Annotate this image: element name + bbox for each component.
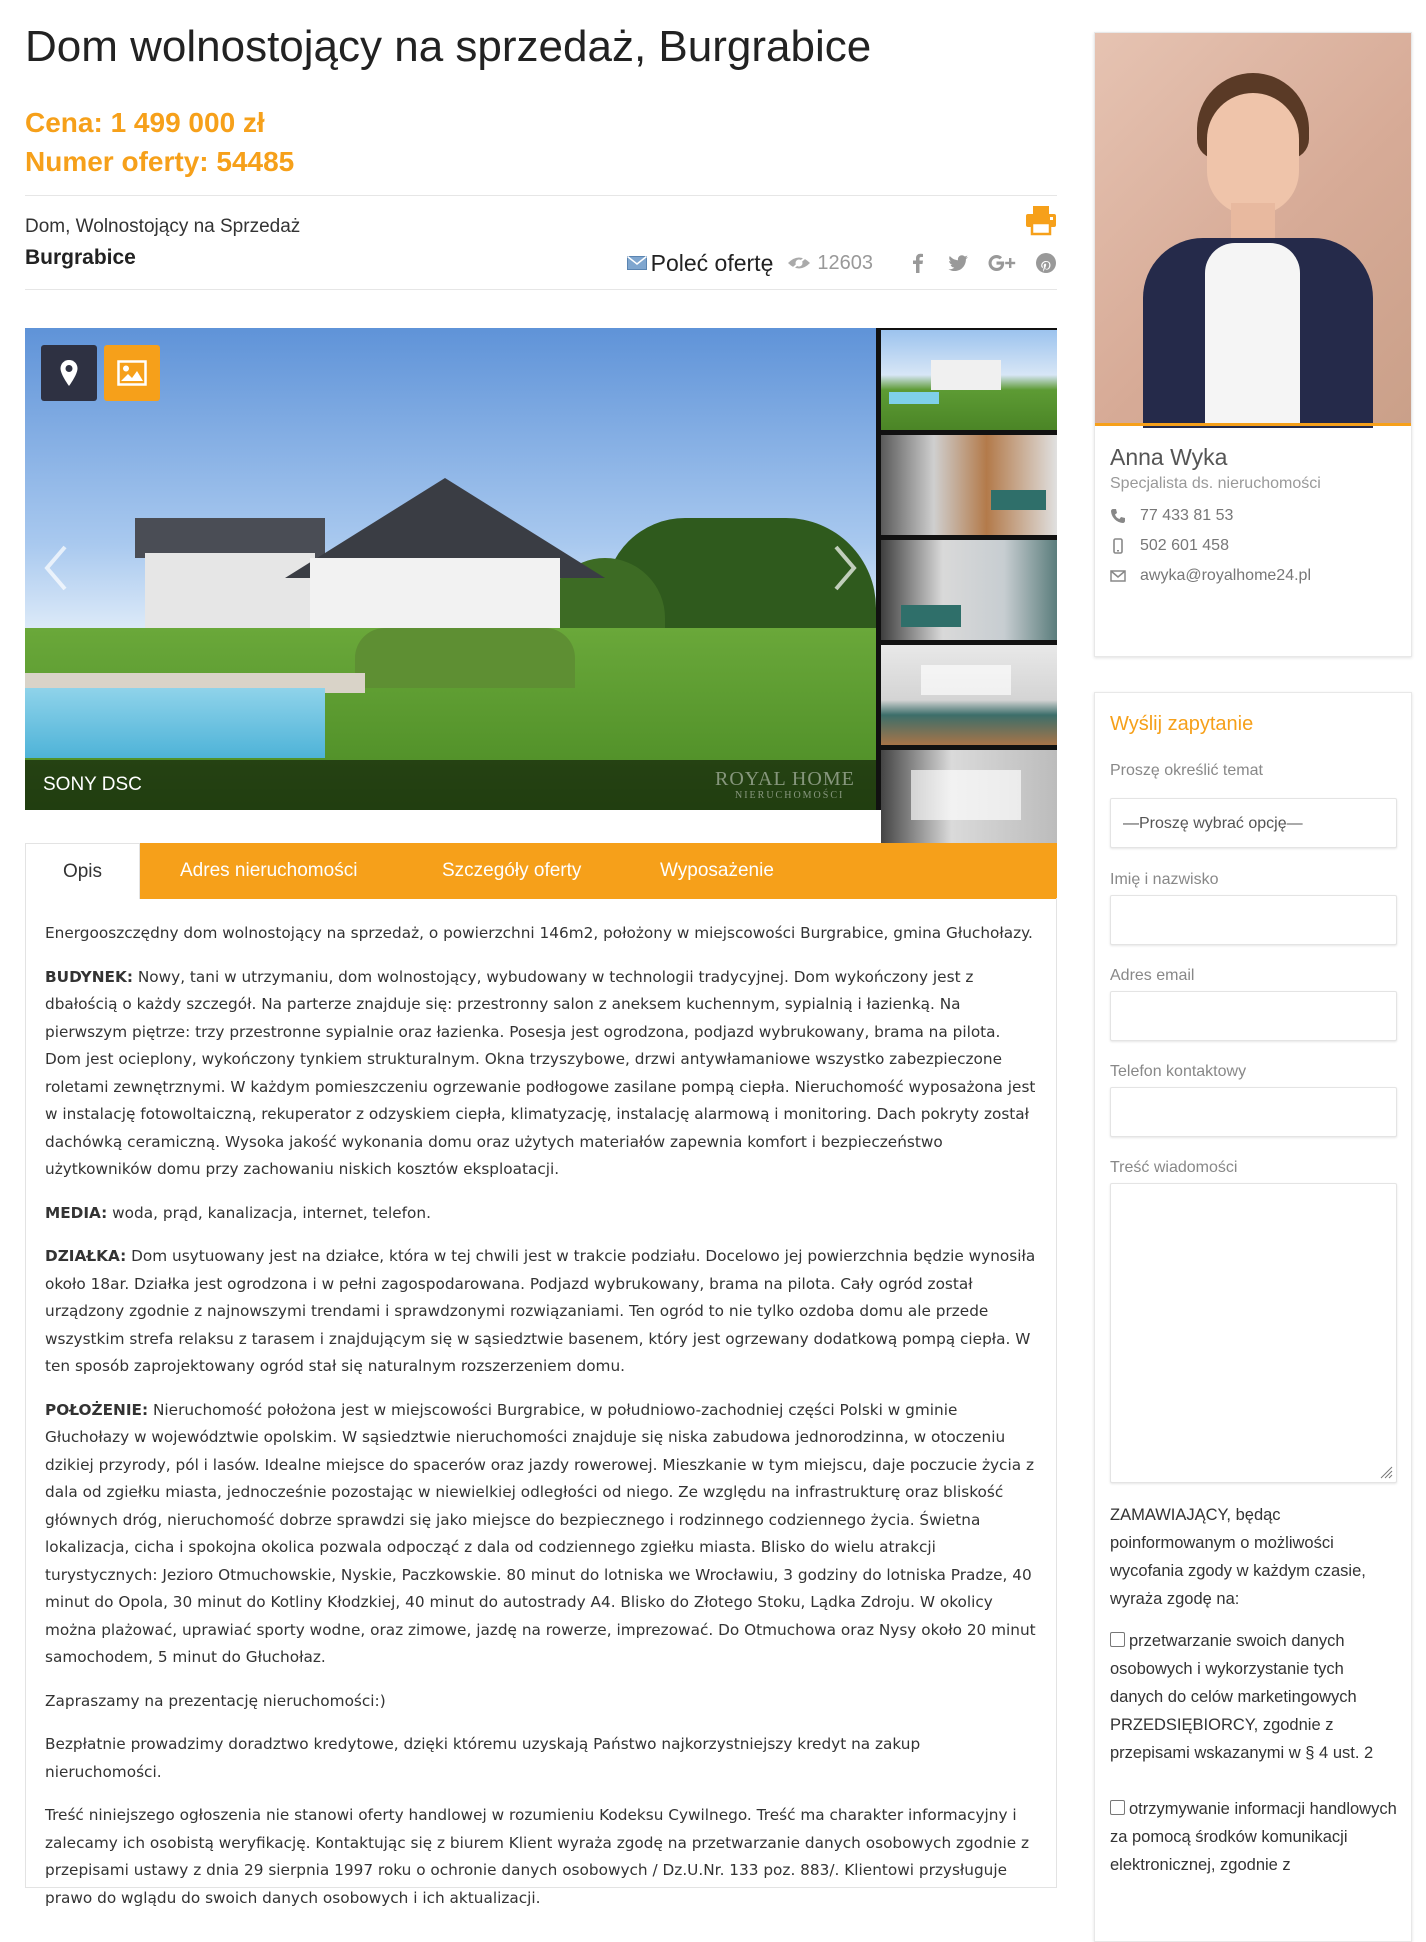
name-input[interactable] bbox=[1110, 895, 1397, 945]
consent-electronic bbox=[1110, 1795, 1400, 1879]
listing-tabs bbox=[25, 843, 1057, 899]
recommend-offer-link[interactable]: Poleć ofertę bbox=[650, 249, 774, 276]
pinterest-icon[interactable] bbox=[1035, 252, 1057, 274]
chevron-left-icon[interactable] bbox=[41, 543, 71, 593]
phone-icon bbox=[1110, 508, 1126, 524]
consent-marketing bbox=[1110, 1627, 1400, 1767]
listing-price: Cena: 1 499 000 zł bbox=[25, 107, 265, 138]
thumbnail[interactable] bbox=[881, 330, 1057, 430]
agent-mobile[interactable]: 502 601 458 bbox=[1110, 535, 1229, 557]
tab-details[interactable]: Szczegóły oferty bbox=[442, 860, 582, 881]
description-building: BUDYNEK: Nowy, tani w utrzymaniu, dom wolnostojący, wybudowany w technologii tradycyjnej. Dom wykończony jest z dbałością o każdy szczegół. Na parterze znajduje się: przestronny salon z aneksem kuchennym, sypialnią i łazienką. Na pierwszym piętrze: trzy przestronne sypialnie oraz łazienka. Posesja jest ogrodzona, podjazd wybrukowany, brama na pilota. Dom jest ocieplony, wykończony tynkiem strukturalnym. Okna trzyszybowe, drzwi antywłamaniowe wszystko zabezpieczone roletami zewnętrznymi. W każdym pomieszczeniu ogrzewanie podłogowe zasilane pompą ciepła. Nieruchomość wyposażona jest w instalację fotowoltaiczną, rekuperator z odzyskiem ciepła, klimatyzację, instalację alarmową i monitoring. Dach pokryty został dachówką ceramiczną. Wysoka jakość wykonania domu oraz użytych materiałów zapewnia komfort i bezpieczeństwo użytkowników domu przy zachowaniu niskich kosztów eksploatacji. bbox=[45, 967, 1036, 1178]
description-media: MEDIA: woda, prąd, kanalizacja, internet, telefon. bbox=[45, 1203, 431, 1222]
agent-photo-blouse bbox=[1205, 243, 1300, 423]
consent-electronic-text: otrzymywanie informacji handlowych za pomocą środków komunikacji elektronicznej, zgodnie z bbox=[1110, 1800, 1397, 1874]
facebook-icon[interactable] bbox=[907, 252, 929, 274]
message-label: Treść wiadomości bbox=[1110, 1159, 1238, 1176]
consent-marketing-checkbox[interactable] bbox=[1110, 1632, 1125, 1647]
description-intro: Energooszczędny dom wolnostojący na sprzedaż, o powierzchni 146m2, położony w miejscowości Burgrabice, gmina Głuchołazy. bbox=[45, 924, 1033, 942]
email-label: Adres email bbox=[1110, 967, 1195, 984]
inquiry-form bbox=[1094, 692, 1412, 1942]
agent-photo-face bbox=[1207, 93, 1299, 215]
mobile-phone-icon bbox=[1110, 538, 1126, 554]
tab-description[interactable]: Opis bbox=[25, 843, 140, 899]
consent-marketing-text: przetwarzanie swoich danych osobowych i wykorzystanie tych danych do celów marketingowych PRZEDSIĘBIORCY, zgodnie z przepisami wskazanymi w § 4 ust. 2 bbox=[1110, 1632, 1374, 1762]
google-plus-icon[interactable] bbox=[987, 252, 1017, 274]
photo-gallery bbox=[25, 328, 1057, 810]
thumbnail[interactable] bbox=[881, 645, 1057, 745]
consent-intro: ZAMAWIAJĄCY, będąc poinformowanym o możliwości wycofania zgody w każdym czasie, wyraża zgodę na: bbox=[1110, 1506, 1366, 1608]
divider bbox=[25, 289, 1057, 290]
image-icon bbox=[117, 360, 147, 386]
photo-pool bbox=[25, 688, 325, 758]
description-plot: DZIAŁKA: Dom usytuowany jest na działce, która w tej chwili jest w trakcie podziału. Docelowo jej powierzchnia będzie wynosiła około 18ar. Działka jest ogrodzona i w pełni zagospodarowana. Podjazd wybrukowany, brama na pilota. Cały ogród został urządzony zgodnie z najnowszymi trendami i sprawdzonymi rozwiązaniami. Ten ogród to nie tylko ozdoba domu ale przede wszystkim strefa relaksu z tarasem i znajdującym się w sąsiedztwie basenem, który jest ogrzewany dodatkową pompą ciepła. W ten sposób zaprojektowany ogród stał się naturalnym rozszerzeniem domu. bbox=[45, 1247, 1036, 1375]
map-view-button[interactable] bbox=[41, 345, 97, 401]
envelope-icon bbox=[1110, 568, 1126, 584]
description-location: POŁOŻENIE: Nieruchomość położona jest w miejscowości Burgrabice, w południowo-zachodniej części Polski w gminie Głuchołazy w województwie opolskim. W sąsiedztwie nieruchomości znajduje się niska zabudowa jednorodzinna, w otoczeniu dzikiej przyrody, pól i lasów. Idealne miejsce do spacerów oraz jazdy rowerowej. Mieszkanie w tym miejscu, daje poczucie życia z dala od zgiełku miasta, jednocześnie pozostając w niewielkiej odległości od niego. Ze względu na infrastrukturę oraz bliskość głównych dróg, nieruchomość dobrze sprawdzi się jako miejsce do bezpiecznego i rodzinnego codziennego życia. Świetna lokalizacja, cicha i spokojna okolica pozwala odpocząć z dala od codziennego zgiełku miasta. Blisko do wielu atrakcji turystycznych: Jezioro Otmuchowskie, Nyskie, Paczkowskie. 80 minut do lotniska we Wrocławiu, 3 godziny do lotniska Pradze, 40 minut do Opola, 30 minut do Kotliny Kłodzkiej, 40 minut do autostrady A4. Blisko do Złotego Stoku, Lądka Zdroju. W okolicy można plażować, uprawiać sporty wodne, oraz zimowe, jazdę na rowerze, imprezować. Do Otmuchowa oraz Nysy około 20 minut samochodem, 5 minut do Głuchołaz. bbox=[45, 1400, 1036, 1666]
twitter-icon[interactable] bbox=[947, 252, 969, 274]
phone-label: Telefon kontaktowy bbox=[1110, 1063, 1247, 1080]
offer-number: Numer oferty: 54485 bbox=[25, 146, 295, 177]
name-label: Imię i nazwisko bbox=[1110, 871, 1219, 888]
agent-email[interactable]: awyka@royalhome24.pl bbox=[1110, 565, 1311, 587]
agent-phone[interactable]: 77 433 81 53 bbox=[1110, 505, 1233, 527]
thumbnail-strip bbox=[881, 328, 1057, 810]
print-icon[interactable] bbox=[1025, 205, 1057, 235]
chevron-right-icon[interactable] bbox=[830, 543, 860, 593]
phone-input[interactable] bbox=[1110, 1087, 1397, 1137]
page-title: Dom wolnostojący na sprzedaż, Burgrabice bbox=[25, 22, 872, 71]
description-panel bbox=[25, 898, 1057, 1907]
view-count: 12603 bbox=[817, 251, 873, 274]
form-title: Wyślij zapytanie bbox=[1110, 713, 1254, 735]
agent-photo bbox=[1095, 33, 1411, 423]
watermark: ROYAL HOME bbox=[715, 768, 855, 790]
message-textarea[interactable] bbox=[1110, 1183, 1397, 1483]
gallery-view-button[interactable] bbox=[104, 345, 160, 401]
agent-card bbox=[1094, 32, 1412, 657]
thumbnail[interactable] bbox=[881, 435, 1057, 535]
description-credit: Bezpłatnie prowadzimy doradztwo kredytowe, dzięki któremu uzyskają Państwo najkorzystniejszy kredyt na zakup nieruchomości. bbox=[45, 1735, 921, 1781]
share-row bbox=[627, 247, 1057, 279]
description-text bbox=[45, 920, 1039, 1928]
property-type: Dom, Wolnostojący na Sprzedaż bbox=[25, 216, 301, 237]
topic-select[interactable]: —Proszę wybrać opcję— bbox=[1110, 798, 1397, 848]
description-invite: Zapraszamy na prezentację nieruchomości:) bbox=[45, 1691, 386, 1710]
photo-caption: SONY DSC bbox=[43, 774, 142, 795]
agent-role: Specjalista ds. nieruchomości bbox=[1110, 475, 1321, 492]
watermark-sub: NIERUCHOMOŚCI bbox=[735, 790, 845, 801]
tab-address[interactable]: Adres nieruchomości bbox=[180, 860, 358, 881]
agent-name: Anna Wyka bbox=[1110, 444, 1228, 470]
map-pin-icon bbox=[59, 359, 79, 387]
accent-line bbox=[1095, 423, 1411, 426]
divider bbox=[25, 195, 1057, 196]
resize-handle-icon[interactable] bbox=[1379, 1465, 1393, 1479]
email-input[interactable] bbox=[1110, 991, 1397, 1041]
description-disclaimer: Treść niniejszego ogłoszenia nie stanowi oferty handlowej w rozumieniu Kodeksu Cywilnego. Treść ma charakter informacyjny i zalecamy ich osobistą weryfikację. Kontaktując się z biurem Klient wyraża zgodę na przetwarzanie danych osobowych zgodnie z przepisami ustawy z dnia 29 sierpnia 1997 roku o ochronie danych osobowych / Dz.U.Nr. 133 poz. 883/. Klientowi przysługuje prawo do wglądu do swoich danych osobowych i ich aktualizacji. bbox=[45, 1806, 1030, 1907]
tab-equipment[interactable]: Wyposażenie bbox=[660, 860, 774, 881]
property-city: Burgrabice bbox=[25, 246, 136, 269]
thumbnail[interactable] bbox=[881, 540, 1057, 640]
mail-icon bbox=[627, 256, 647, 270]
photo-garden bbox=[355, 628, 575, 688]
main-photo[interactable] bbox=[25, 328, 876, 810]
thumbnail[interactable] bbox=[881, 750, 1057, 850]
consent-electronic-checkbox[interactable] bbox=[1110, 1800, 1125, 1815]
topic-label: Proszę określić temat bbox=[1110, 762, 1263, 779]
eye-icon bbox=[787, 255, 811, 271]
